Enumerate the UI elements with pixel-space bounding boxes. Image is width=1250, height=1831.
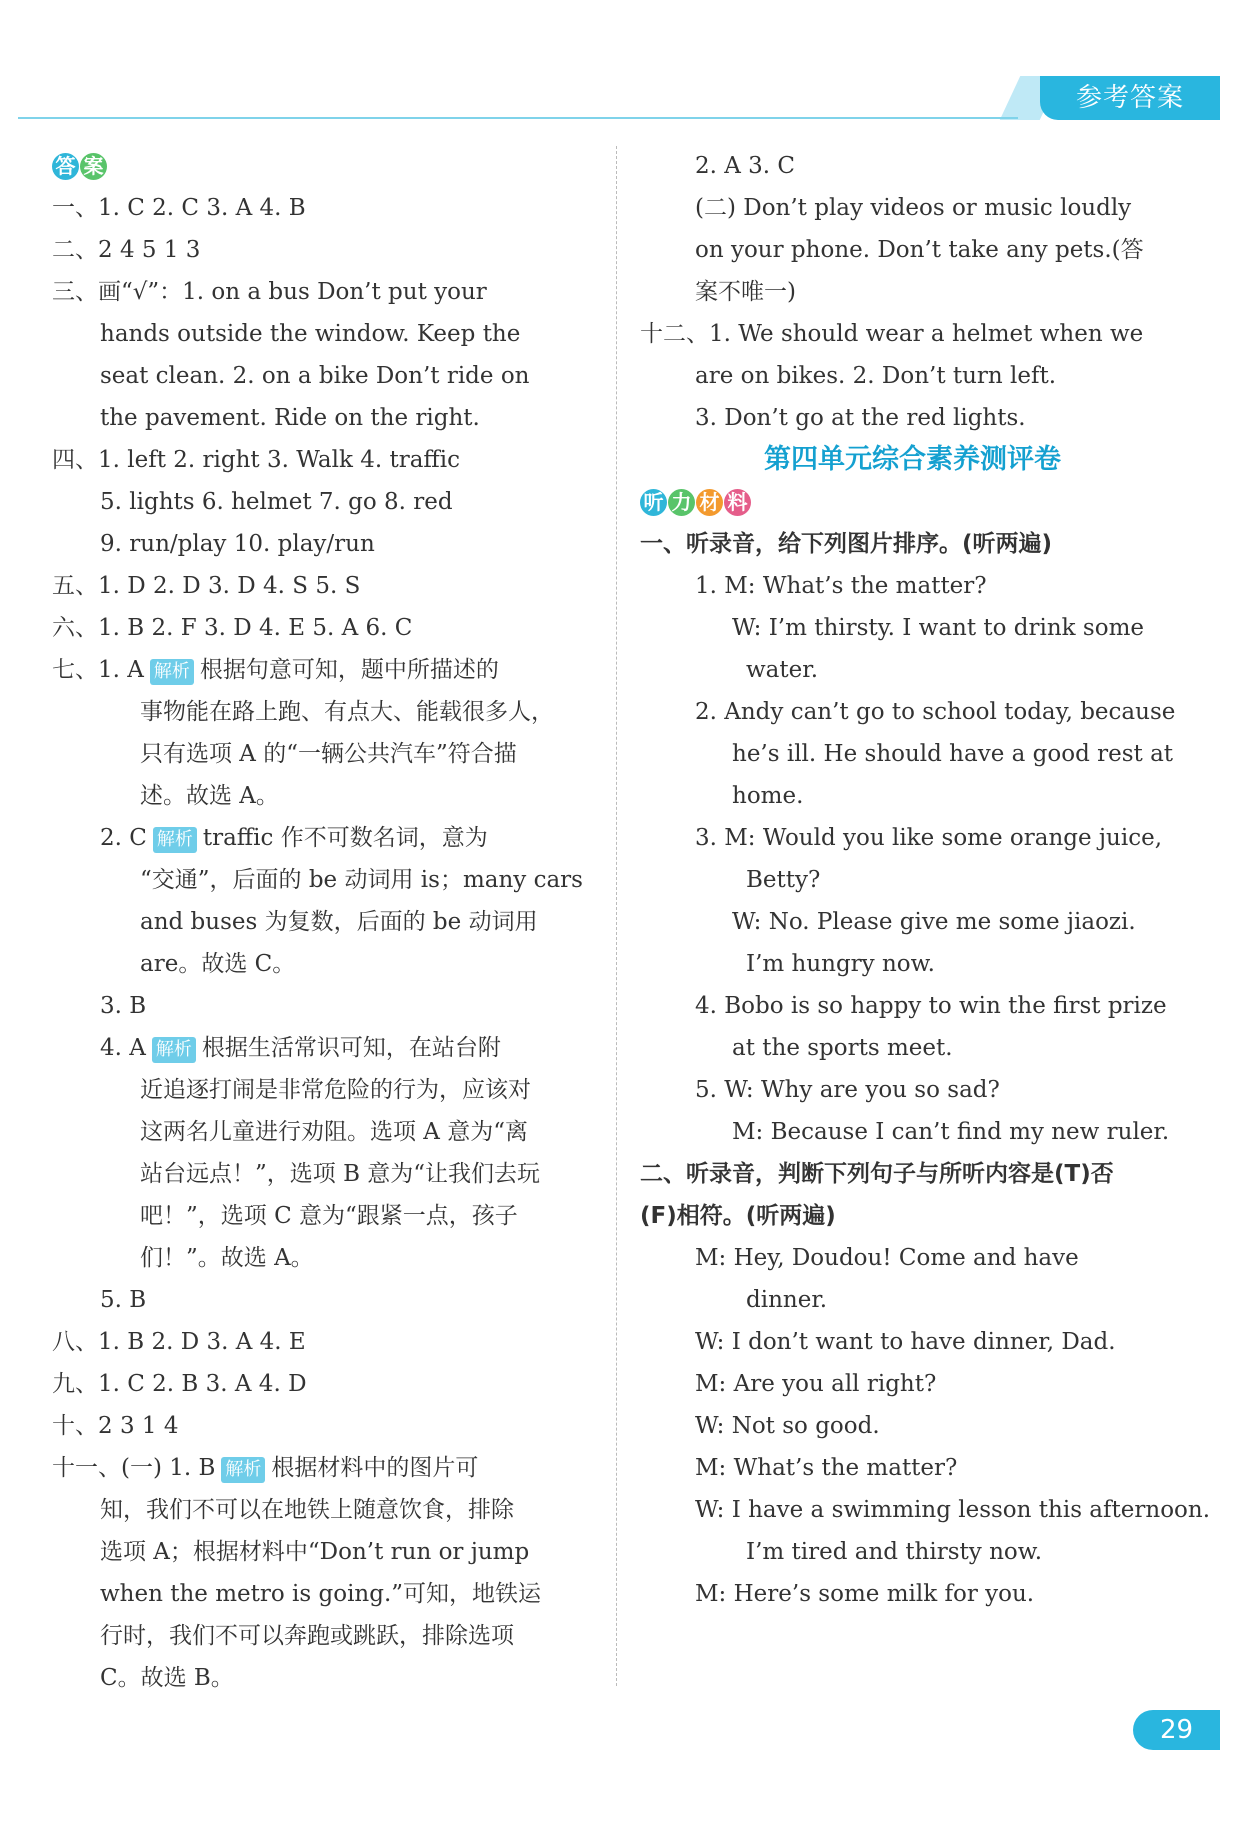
line-text: 2. A 3. C bbox=[695, 153, 796, 179]
line-text: 七、1. A bbox=[52, 657, 144, 683]
text-line bbox=[640, 1027, 1185, 1069]
line-text: 知，我们不可以在地铁上随意饮食，排除 bbox=[100, 1497, 514, 1523]
text-line bbox=[640, 145, 1185, 187]
text-line bbox=[52, 397, 597, 439]
text-line bbox=[640, 1279, 1185, 1321]
line-text: W: I have a swimming lesson this afternoon. bbox=[695, 1497, 1211, 1523]
text-line bbox=[640, 1447, 1185, 1489]
line-text: 5. W: Why are you so sad? bbox=[695, 1077, 1000, 1103]
line-text: M: Because I can’t find my new ruler. bbox=[732, 1119, 1170, 1145]
line-text: 述。故选 A。 bbox=[140, 783, 279, 809]
line-text: water. bbox=[746, 657, 819, 683]
text-line bbox=[640, 1111, 1185, 1153]
line-text-after: traffic 作不可数名词，意为 bbox=[202, 825, 488, 851]
badge-char: 力 bbox=[668, 489, 695, 516]
text-line bbox=[52, 1153, 597, 1195]
line-text: 吧！”，选项 C 意为“跟紧一点，孩子 bbox=[140, 1203, 518, 1229]
text-line bbox=[640, 565, 1185, 607]
line-text: M: Hey, Doudou! Come and have bbox=[695, 1245, 1079, 1271]
text-line bbox=[640, 943, 1185, 985]
line-text: 5. lights 6. helmet 7. go 8. red bbox=[100, 489, 453, 515]
badge-char: 答 bbox=[52, 153, 79, 180]
text-line bbox=[52, 1489, 597, 1531]
line-text: are。故选 C。 bbox=[140, 951, 296, 977]
text-line bbox=[52, 1279, 597, 1321]
text-line bbox=[640, 397, 1185, 439]
text-line bbox=[52, 901, 597, 943]
line-text: C。故选 B。 bbox=[100, 1665, 234, 1691]
text-line bbox=[52, 943, 597, 985]
text-line bbox=[52, 1363, 597, 1405]
line-text: W: No. Please give me some jiaozi. bbox=[732, 909, 1136, 935]
line-text: “交通”，后面的 be 动词用 is；many cars bbox=[140, 867, 583, 893]
line-text: I’m tired and thirsty now. bbox=[746, 1539, 1043, 1565]
text-line bbox=[52, 985, 597, 1027]
line-text: 4. A bbox=[100, 1035, 146, 1061]
page-number: 29 bbox=[1133, 1710, 1220, 1750]
text-line bbox=[640, 817, 1185, 859]
line-text-after: 根据生活常识可知，在站台附 bbox=[201, 1035, 501, 1061]
right-column bbox=[640, 145, 1211, 1615]
line-text: 近追逐打闹是非常危险的行为，应该对 bbox=[140, 1077, 531, 1103]
line-text: (F)相符。(听两遍) bbox=[640, 1203, 836, 1229]
analysis-tag: 解析 bbox=[152, 1037, 196, 1063]
line-text: 八、1. B 2. D 3. A 4. E bbox=[52, 1329, 306, 1355]
line-text: on your phone. Don’t take any pets.(答 bbox=[695, 237, 1144, 263]
line-text: 2. Andy can’t go to school today, because bbox=[695, 699, 1176, 725]
text-line bbox=[52, 733, 597, 775]
line-text: 9. run/play 10. play/run bbox=[100, 531, 375, 557]
section-heading bbox=[640, 523, 1185, 565]
line-text: 这两名儿童进行劝阻。选项 A 意为“离 bbox=[140, 1119, 528, 1145]
analysis-tag: 解析 bbox=[153, 827, 197, 853]
line-text: 二、听录音，判断下列句子与所听内容是(T)否 bbox=[640, 1161, 1114, 1187]
text-line bbox=[640, 229, 1185, 271]
section-heading bbox=[640, 1195, 1185, 1237]
line-text: 3. M: Would you like some orange juice, bbox=[695, 825, 1163, 851]
line-text: I’m hungry now. bbox=[746, 951, 935, 977]
badge-char: 材 bbox=[696, 489, 723, 516]
text-line bbox=[52, 1111, 597, 1153]
line-text: 十二、1. We should wear a helmet when we bbox=[640, 321, 1144, 347]
analysis-tag: 解析 bbox=[221, 1457, 265, 1483]
text-line bbox=[52, 1069, 597, 1111]
text-line bbox=[52, 1657, 597, 1699]
line-text: 2. C bbox=[100, 825, 147, 851]
text-line bbox=[52, 775, 597, 817]
badge-char: 料 bbox=[724, 489, 751, 516]
line-text: M: Are you all right? bbox=[695, 1371, 937, 1397]
text-line bbox=[52, 1447, 597, 1489]
line-text: 只有选项 A 的“一辆公共汽车”符合描 bbox=[140, 741, 517, 767]
line-text: 十一、(一) 1. B bbox=[52, 1455, 216, 1481]
line-text: W: I don’t want to have dinner, Dad. bbox=[695, 1329, 1116, 1355]
line-text: at the sports meet. bbox=[732, 1035, 953, 1061]
column-divider bbox=[616, 146, 617, 1686]
line-text: (二) Don’t play videos or music loudly bbox=[695, 195, 1132, 221]
text-line bbox=[640, 187, 1185, 229]
line-text: hands outside the window. Keep the bbox=[100, 321, 521, 347]
section-badge bbox=[640, 481, 1185, 523]
header-tab: 参考答案 bbox=[1040, 76, 1220, 120]
line-text: Betty? bbox=[746, 867, 821, 893]
line-text: the pavement. Ride on the right. bbox=[100, 405, 480, 431]
line-text: seat clean. 2. on a bike Don’t ride on bbox=[100, 363, 530, 389]
text-line bbox=[640, 1069, 1185, 1111]
text-line bbox=[52, 1531, 597, 1573]
line-text: 四、1. left 2. right 3. Walk 4. traffic bbox=[52, 447, 460, 473]
text-line bbox=[52, 1027, 597, 1069]
line-text: 1. M: What’s the matter? bbox=[695, 573, 987, 599]
text-line bbox=[640, 733, 1185, 775]
text-line bbox=[52, 313, 597, 355]
text-line bbox=[640, 859, 1185, 901]
line-text: 一、1. C 2. C 3. A 4. B bbox=[52, 195, 306, 221]
line-text: 九、1. C 2. B 3. A 4. D bbox=[52, 1371, 307, 1397]
text-line bbox=[52, 355, 597, 397]
section-badge bbox=[52, 145, 597, 187]
header-rule bbox=[18, 117, 1018, 119]
text-line bbox=[52, 271, 597, 313]
text-line bbox=[640, 607, 1185, 649]
text-line bbox=[640, 1237, 1185, 1279]
line-text: are on bikes. 2. Don’t turn left. bbox=[695, 363, 1057, 389]
text-line bbox=[52, 859, 597, 901]
text-line bbox=[52, 523, 597, 565]
line-text: 们！”。故选 A。 bbox=[140, 1245, 314, 1271]
line-text-after: 根据材料中的图片可 bbox=[271, 1455, 479, 1481]
text-line bbox=[52, 1195, 597, 1237]
line-text: 选项 A；根据材料中“Don’t run or jump bbox=[100, 1539, 530, 1565]
text-line bbox=[640, 1531, 1185, 1573]
analysis-tag: 解析 bbox=[150, 659, 194, 685]
left-column bbox=[52, 145, 597, 1699]
text-line bbox=[640, 775, 1185, 817]
text-line bbox=[640, 1405, 1185, 1447]
text-line bbox=[52, 229, 597, 271]
line-text: 3. Don’t go at the red lights. bbox=[695, 405, 1026, 431]
text-line bbox=[52, 1573, 597, 1615]
text-line bbox=[52, 565, 597, 607]
text-line bbox=[640, 271, 1185, 313]
text-line bbox=[52, 481, 597, 523]
text-line bbox=[640, 355, 1185, 397]
text-line bbox=[640, 649, 1185, 691]
text-line bbox=[640, 691, 1185, 733]
badge-char: 听 bbox=[640, 489, 667, 516]
text-line bbox=[52, 1615, 597, 1657]
text-line bbox=[52, 1321, 597, 1363]
line-text: 一、听录音，给下列图片排序。(听两遍) bbox=[640, 531, 1053, 557]
text-line bbox=[640, 1321, 1185, 1363]
line-text: M: What’s the matter? bbox=[695, 1455, 958, 1481]
text-line bbox=[640, 1489, 1211, 1531]
text-line bbox=[52, 817, 597, 859]
text-line bbox=[52, 649, 597, 691]
text-line bbox=[52, 607, 597, 649]
text-line bbox=[640, 1363, 1185, 1405]
line-text: home. bbox=[732, 783, 804, 809]
text-line bbox=[52, 1405, 597, 1447]
badge-char: 案 bbox=[80, 153, 107, 180]
line-text: 六、1. B 2. F 3. D 4. E 5. A 6. C bbox=[52, 615, 413, 641]
line-text: and buses 为复数，后面的 be 动词用 bbox=[140, 909, 538, 935]
line-text: when the metro is going.”可知，地铁运 bbox=[100, 1581, 542, 1607]
line-text-after: 根据句意可知，题中所描述的 bbox=[199, 657, 499, 683]
text-line bbox=[640, 985, 1185, 1027]
line-text: W: Not so good. bbox=[695, 1413, 880, 1439]
line-text: 二、2 4 5 1 3 bbox=[52, 237, 201, 263]
line-text: 事物能在路上跑、有点大、能载很多人， bbox=[140, 699, 554, 725]
line-text: 5. B bbox=[100, 1287, 147, 1313]
line-text: 3. B bbox=[100, 993, 147, 1019]
text-line bbox=[640, 1573, 1185, 1615]
unit-title: 第四单元综合素养测评卷 bbox=[764, 444, 1061, 475]
text-line bbox=[52, 187, 597, 229]
text-line bbox=[640, 313, 1185, 355]
line-text: 行时，我们不可以奔跑或跳跃，排除选项 bbox=[100, 1623, 514, 1649]
line-text: he’s ill. He should have a good rest at bbox=[732, 741, 1174, 767]
line-text: 十、2 3 1 4 bbox=[52, 1413, 179, 1439]
text-line bbox=[640, 901, 1185, 943]
text-line bbox=[52, 691, 597, 733]
line-text: dinner. bbox=[746, 1287, 828, 1313]
line-text: 五、1. D 2. D 3. D 4. S 5. S bbox=[52, 573, 361, 599]
text-line bbox=[52, 439, 597, 481]
line-text: 4. Bobo is so happy to win the first prize bbox=[695, 993, 1167, 1019]
line-text: 站台远点！”，选项 B 意为“让我们去玩 bbox=[140, 1161, 541, 1187]
text-line bbox=[52, 1237, 597, 1279]
line-text: 案不唯一) bbox=[695, 279, 796, 305]
section-heading bbox=[640, 1153, 1185, 1195]
line-text: M: Here’s some milk for you. bbox=[695, 1581, 1035, 1607]
line-text: 三、画“√”：1. on a bus Don’t put your bbox=[52, 279, 487, 305]
line-text: W: I’m thirsty. I want to drink some bbox=[732, 615, 1145, 641]
